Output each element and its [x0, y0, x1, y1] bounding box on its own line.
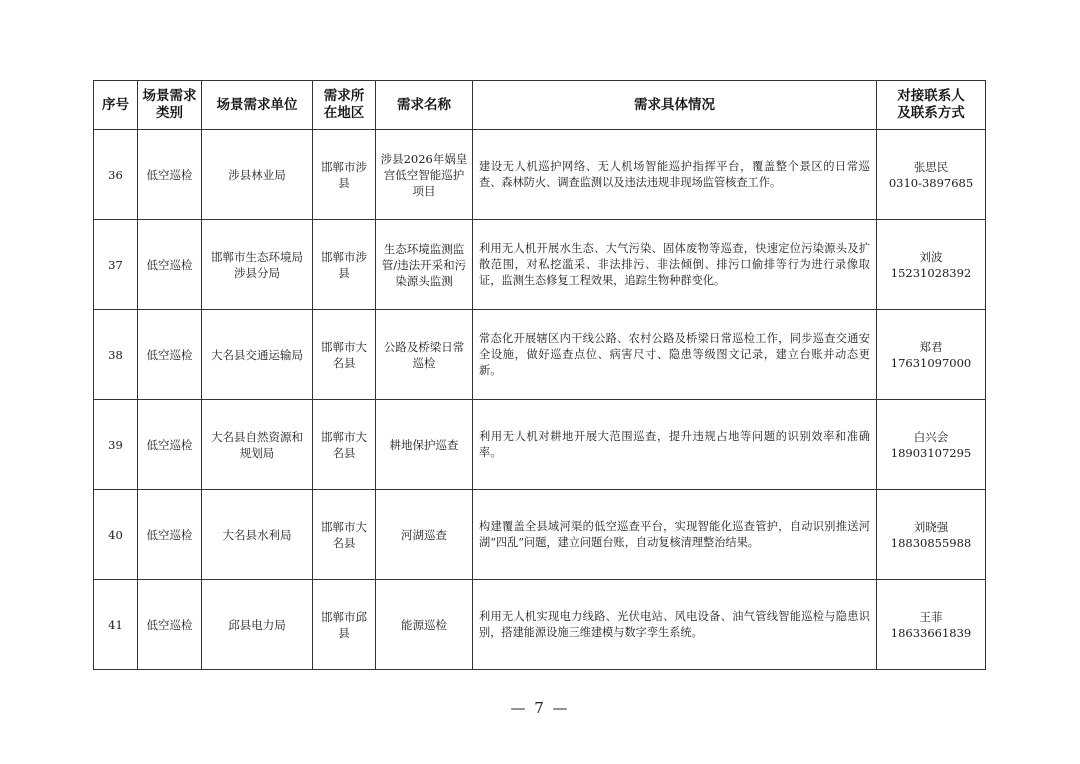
cell-no: 41 — [94, 580, 138, 670]
table-row — [94, 580, 986, 670]
cell-name: 涉县2026年娲皇宫低空智能巡护项目 — [376, 130, 473, 220]
cell-contact — [877, 400, 986, 490]
cell-name: 公路及桥梁日常巡检 — [376, 310, 473, 400]
header-contact: 对接联系人 及联系方式 — [877, 81, 986, 130]
cell-region: 邯郸市大名县 — [313, 310, 376, 400]
contact-name: 白兴会 — [913, 429, 949, 444]
page-number: — 7 — — [510, 699, 570, 717]
cell-name: 耕地保护巡查 — [376, 400, 473, 490]
cell-detail: 利用无人机对耕地开展大范围巡查，提升违规占地等问题的识别效率和准确率。 — [473, 400, 877, 490]
contact-phone: 18633661839 — [890, 625, 972, 640]
contact-phone: 0310-3897685 — [888, 175, 974, 190]
cell-no: 38 — [94, 310, 138, 400]
cell-name: 生态环境监测监管/违法开采和污染源头监测 — [376, 220, 473, 310]
contact-name: 郑君 — [919, 339, 943, 354]
header-detail: 需求具体情况 — [473, 81, 877, 130]
contact-name: 刘晓强 — [913, 519, 949, 534]
cell-unit: 大名县交通运输局 — [202, 310, 313, 400]
cell-unit: 邱县电力局 — [202, 580, 313, 670]
contact-name: 张思民 — [913, 159, 949, 174]
header-unit: 场景需求单位 — [202, 81, 313, 130]
contact-phone: 18830855988 — [890, 535, 972, 550]
cell-no: 39 — [94, 400, 138, 490]
cell-detail: 构建覆盖全县域河渠的低空巡查平台，实现智能化巡查管护，自动识别推送河湖“四乱”问题，建立问题台账，自动复核清理整治结果。 — [473, 490, 877, 580]
header-name: 需求名称 — [376, 81, 473, 130]
cell-unit: 涉县林业局 — [202, 130, 313, 220]
cell-detail: 建设无人机巡护网络、无人机场智能巡护指挥平台，覆盖整个景区的日常巡查、森林防火、调查监测以及违法违规非现场监管核查工作。 — [473, 130, 877, 220]
cell-contact — [877, 220, 986, 310]
cell-unit: 邯郸市生态环境局涉县分局 — [202, 220, 313, 310]
table-row — [94, 400, 986, 490]
table-header-row — [94, 81, 986, 130]
contact-name: 王菲 — [919, 609, 943, 624]
cell-no: 37 — [94, 220, 138, 310]
cell-unit: 大名县水利局 — [202, 490, 313, 580]
cell-no: 40 — [94, 490, 138, 580]
cell-category: 低空巡检 — [138, 220, 202, 310]
cell-region: 邯郸市涉县 — [313, 220, 376, 310]
cell-contact — [877, 310, 986, 400]
cell-region: 邯郸市大名县 — [313, 490, 376, 580]
cell-region: 邯郸市邱县 — [313, 580, 376, 670]
contact-name: 刘波 — [919, 249, 943, 264]
header-no: 序号 — [94, 81, 138, 130]
cell-detail: 常态化开展辖区内干线公路、农村公路及桥梁日常巡检工作，同步巡查交通安全设施，做好巡查点位、病害尺寸、隐患等级图文记录，建立台账并动态更新。 — [473, 310, 877, 400]
cell-no: 36 — [94, 130, 138, 220]
contact-phone: 15231028392 — [890, 265, 972, 280]
table-row — [94, 310, 986, 400]
cell-category: 低空巡检 — [138, 130, 202, 220]
table-row — [94, 490, 986, 580]
table-row — [94, 130, 986, 220]
cell-contact — [877, 580, 986, 670]
cell-category: 低空巡检 — [138, 400, 202, 490]
cell-category: 低空巡检 — [138, 490, 202, 580]
cell-region: 邯郸市大名县 — [313, 400, 376, 490]
cell-category: 低空巡检 — [138, 310, 202, 400]
contact-phone: 18903107295 — [890, 445, 972, 460]
contact-phone: 17631097000 — [890, 355, 972, 370]
cell-region: 邯郸市涉县 — [313, 130, 376, 220]
cell-detail: 利用无人机实现电力线路、光伏电站、风电设备、油气管线智能巡检与隐患识别，搭建能源设施三维建模与数字孪生系统。 — [473, 580, 877, 670]
table-row — [94, 220, 986, 310]
cell-name: 河湖巡查 — [376, 490, 473, 580]
header-region: 需求所 在地区 — [313, 81, 376, 130]
header-category: 场景需求 类别 — [138, 81, 202, 130]
cell-category: 低空巡检 — [138, 580, 202, 670]
cell-detail: 利用无人机开展水生态、大气污染、固体废物等巡查，快速定位污染源头及扩散范围，对私挖滥采、非法排污、非法倾倒、排污口偷排等行为进行录像取证，监测生态修复工程效果，追踪生物种群变化。 — [473, 220, 877, 310]
cell-unit: 大名县自然资源和规划局 — [202, 400, 313, 490]
cell-contact — [877, 490, 986, 580]
cell-name: 能源巡检 — [376, 580, 473, 670]
cell-contact — [877, 130, 986, 220]
demand-table — [93, 80, 986, 670]
